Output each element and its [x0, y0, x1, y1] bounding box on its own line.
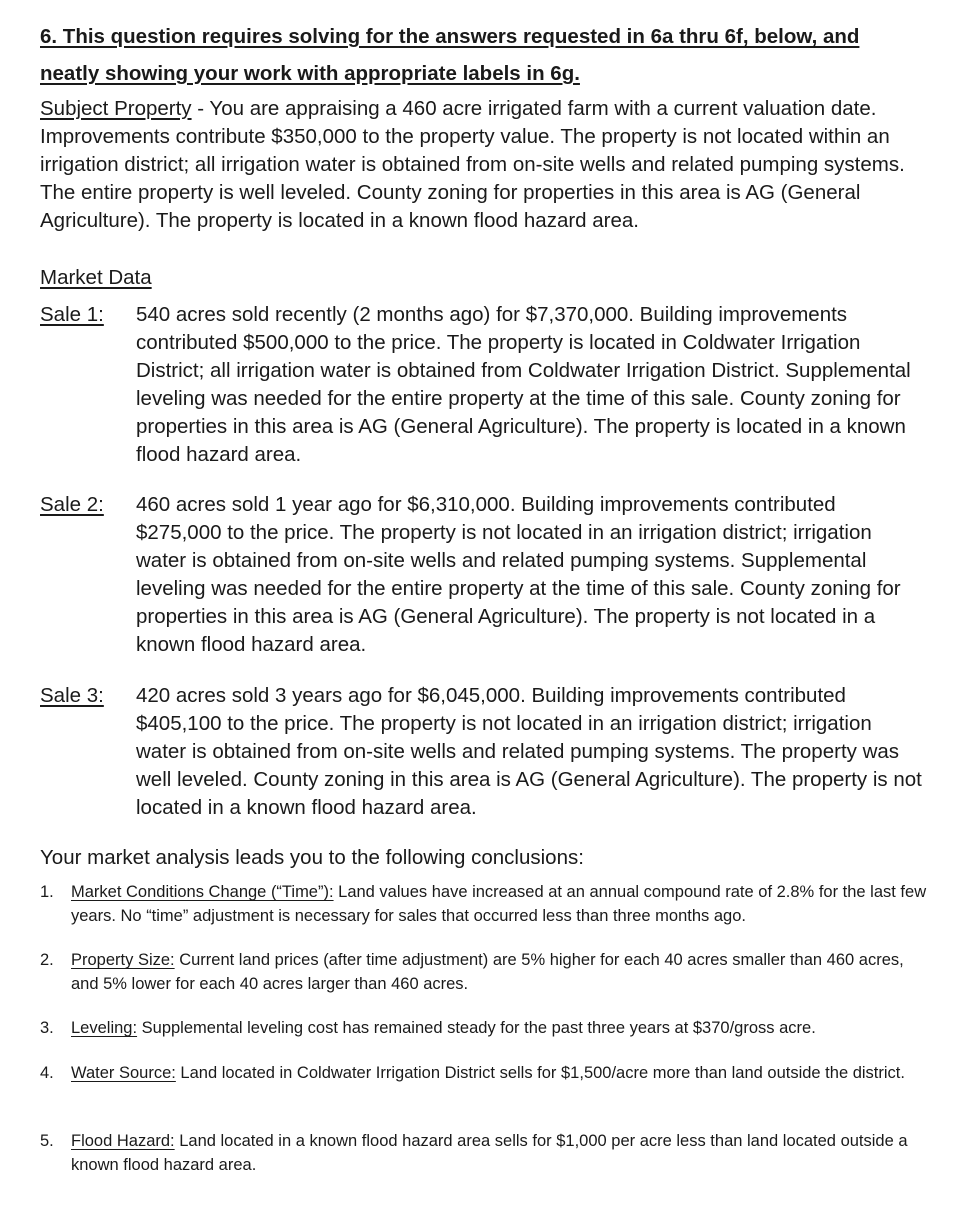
conclusion-number: 4. [40, 1064, 54, 1082]
sale-label: Sale 3: [40, 684, 104, 707]
market-data-heading: Market Data [40, 266, 152, 289]
conclusion-text: Current land prices (after time adjustment) are 5% higher for each 40 acres smaller than 460 acres, and 5% lower for each 40 acres larger than 460 acres. [71, 951, 904, 993]
conclusion-label: Property Size: [71, 951, 175, 969]
conclusion-label: Market Conditions Change (“Time”): [71, 883, 334, 901]
conclusion-label: Water Source: [71, 1064, 176, 1082]
conclusion-number: 3. [40, 1019, 54, 1037]
sale-description: 460 acres sold 1 year ago for $6,310,000. Building improvements contributed $275,000 to the price. The property is not located in an irrigation district; irrigation water is obtained from on-site wells and related pumping systems. Supplemental leveling was needed for the entire property at the time of this sale. County zoning for properties in this area is AG (General Agriculture). The property is not located in a known flood hazard area. [136, 493, 901, 656]
conclusion-label: Flood Hazard: [71, 1132, 175, 1150]
conclusion-number: 1. [40, 883, 54, 901]
conclusion-text: Land located in Coldwater Irrigation District sells for $1,500/acre more than land outside the district. [175, 1064, 905, 1082]
subject-property-paragraph [40, 95, 930, 235]
question-title-line-2: neatly showing your work with appropriate labels in 6g. [40, 62, 580, 85]
sale-description: 540 acres sold recently (2 months ago) for $7,370,000. Building improvements contributed $500,000 to the price. The property is located in Coldwater Irrigation District; all irrigation water is obtained from Coldwater Irrigation District. Supplemental leveling was needed for the entire property at the time of this sale. County zoning for properties in this area is AG (General Agriculture). The property is located in a known flood hazard area. [136, 303, 911, 466]
conclusion-text: Supplemental leveling cost has remained steady for the past three years at $370/gross acre. [137, 1019, 816, 1037]
conclusions-intro: Your market analysis leads you to the following conclusions: [40, 846, 584, 869]
subject-property-label: Subject Property [40, 97, 192, 120]
sale-label: Sale 2: [40, 493, 104, 516]
conclusion-label: Leveling: [71, 1019, 138, 1037]
question-title-line-1: 6. This question requires solving for the answers requested in 6a thru 6f, below, and [40, 25, 860, 48]
conclusion-number: 2. [40, 951, 54, 969]
sale-description: 420 acres sold 3 years ago for $6,045,000. Building improvements contributed $405,100 to the price. The property is not located in an irrigation district; irrigation water is obtained from on-site wells and related pumping systems. The property was well leveled. County zoning in this area is AG (General Agriculture). The property is not located in a known flood hazard area. [136, 684, 922, 819]
sale-label: Sale 1: [40, 303, 104, 326]
conclusion-text: Land values have increased at an annual compound rate of 2.8% for the last few years. No “time” adjustment is necessary for sales that occurred less than three months ago. [71, 883, 927, 925]
conclusion-text: Land located in a known flood hazard area sells for $1,000 per acre less than land located outside a known flood hazard area. [71, 1132, 908, 1174]
question-title [40, 18, 930, 92]
subject-property-text: - You are appraising a 460 acre irrigated farm with a current valuation date. Improvements contribute $350,000 to the property value. The property is not located within an irrigation district; all irrigation water is obtained from on-site wells and related pumping systems. The entire property is well leveled. County zoning for properties in this area is AG (General Agriculture). The property is located in a known flood hazard area. [40, 97, 905, 232]
conclusion-number: 5. [40, 1132, 54, 1150]
